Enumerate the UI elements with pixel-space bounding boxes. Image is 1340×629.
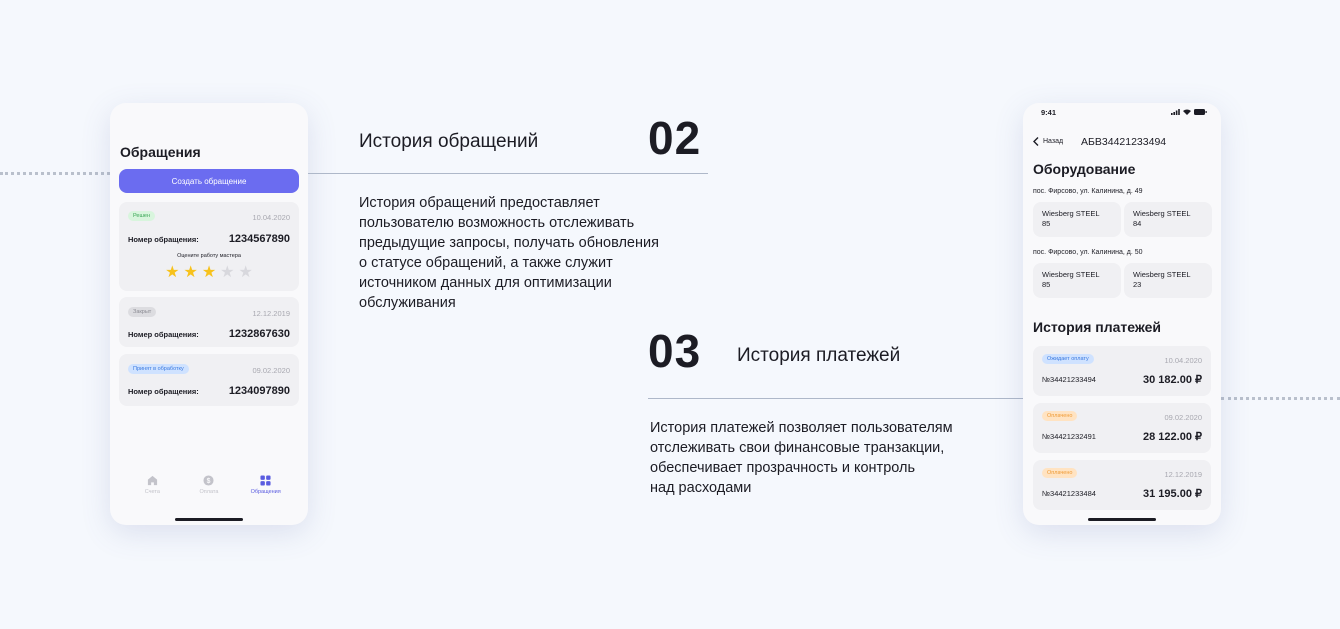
home-indicator: [175, 518, 243, 521]
back-label: Назад: [1043, 138, 1064, 145]
status-badge: Принят в обработку: [128, 364, 189, 374]
equipment-card[interactable]: Wiesberg STEEL 23: [1124, 263, 1212, 298]
star-icon[interactable]: ★: [183, 264, 198, 281]
equipment-card[interactable]: Wiesberg STEEL 84: [1124, 202, 1212, 237]
wifi-icon: [1183, 109, 1191, 115]
request-number: 1234567890: [228, 233, 290, 245]
home-indicator: [1088, 518, 1156, 521]
section-02-description: История обращений предоставляет пользователю возможность отслеживать предыдущие запросы, получать обновления о статусе обращений, а также служит источником данных для оптимизации обслуживания: [359, 195, 659, 311]
payment-date: 12.12.2019: [1164, 470, 1202, 479]
status-time: 9:41: [1041, 108, 1057, 117]
payment-account: №34421233494: [1042, 375, 1096, 384]
account-number: АБВ34421233494: [1081, 136, 1167, 148]
payment-card[interactable]: [1033, 403, 1211, 453]
tab-accounts[interactable]: [129, 475, 175, 495]
back-button[interactable]: [1033, 137, 1063, 146]
status-badge: Ожидает оплату: [1042, 354, 1094, 364]
star-icon[interactable]: ★: [220, 264, 235, 281]
tab-payment[interactable]: [186, 475, 232, 495]
tab-requests[interactable]: [243, 475, 289, 495]
request-number-label: Номер обращения:: [128, 387, 199, 396]
star-icon[interactable]: ★: [201, 264, 217, 281]
payment-date: 10.04.2020: [1164, 356, 1202, 365]
grid-icon: [260, 475, 271, 486]
bottom-tab-bar: [110, 475, 308, 495]
rating-stars[interactable]: [119, 265, 299, 281]
equipment-card[interactable]: Wiesberg STEEL 85: [1033, 263, 1121, 298]
tab-label: Оплата: [199, 489, 219, 495]
payment-card[interactable]: [1033, 346, 1211, 396]
status-badge: Закрыт: [128, 307, 156, 317]
tab-label: Обращения: [250, 489, 281, 495]
status-badge: Оплачено: [1042, 411, 1077, 421]
dollar-icon: [203, 475, 214, 486]
create-request-button[interactable]: Создать обращение: [119, 169, 299, 193]
section-02-title: История обращений: [359, 131, 539, 152]
section-03-title: История платежей: [737, 345, 901, 366]
request-date: 12.12.2019: [252, 309, 290, 318]
star-icon[interactable]: ★: [238, 264, 253, 281]
request-number: 1232867630: [228, 328, 290, 340]
section-03-description: История платежей позволяет пользователям отслеживать свои финансовые транзакции, обеспечивает прозрачность и контроль над расходами: [650, 420, 953, 496]
payment-amount: 31 195.00 ₽: [1143, 488, 1202, 500]
payments-phone-mockup: [1023, 103, 1221, 525]
request-number: 1234097890: [228, 385, 290, 397]
payment-amount: 30 182.00 ₽: [1143, 374, 1202, 386]
right-dotted-connector: [1221, 397, 1340, 400]
equipment-card[interactable]: Wiesberg STEEL 85: [1033, 202, 1121, 237]
section-03-divider: [648, 398, 1023, 399]
payment-date: 09.02.2020: [1164, 413, 1202, 422]
equipment-address: пос. Фирсово, ул. Калинина, д. 50: [1033, 249, 1143, 256]
payment-amount: 28 122.00 ₽: [1143, 431, 1202, 443]
chevron-left-icon: [1033, 137, 1039, 146]
request-card[interactable]: [119, 354, 299, 406]
status-badge: Решен: [128, 211, 155, 221]
section-02-divider: [308, 173, 708, 174]
tab-label: Счета: [144, 489, 160, 495]
rating-prompt: Оцените работу мастера: [177, 253, 241, 259]
equipment-title: Оборудование: [1033, 161, 1136, 177]
status-icons: [1171, 109, 1207, 115]
request-date: 09.02.2020: [252, 366, 290, 375]
payment-card[interactable]: [1033, 460, 1211, 510]
page-title: Обращения: [120, 144, 201, 160]
signal-icon: [1171, 109, 1180, 115]
home-icon: [147, 475, 158, 486]
requests-phone-mockup: [110, 103, 308, 525]
status-badge: Оплачено: [1042, 468, 1077, 478]
svg-text:$: $: [207, 477, 211, 485]
section-02-number: 02: [648, 112, 702, 164]
request-number-label: Номер обращения:: [128, 235, 199, 244]
request-number-label: Номер обращения:: [128, 330, 199, 339]
section-03-number: 03: [648, 325, 702, 377]
star-icon[interactable]: ★: [165, 264, 180, 281]
request-date: 10.04.2020: [252, 213, 290, 222]
request-card[interactable]: [119, 202, 299, 291]
payment-account: №34421232491: [1042, 432, 1096, 441]
request-card[interactable]: [119, 297, 299, 347]
payment-account: №34421233484: [1042, 489, 1096, 498]
equipment-address: пос. Фирсово, ул. Калинина, д. 49: [1033, 188, 1143, 195]
left-dotted-connector: [0, 172, 110, 175]
payments-title: История платежей: [1033, 319, 1162, 335]
battery-icon: [1194, 109, 1207, 115]
